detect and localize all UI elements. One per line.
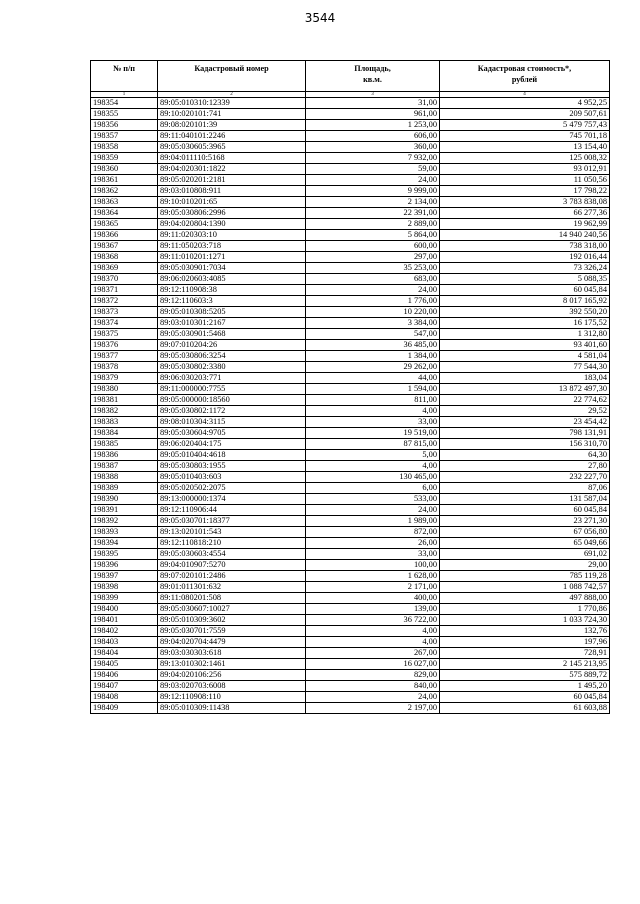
area-value: 297,00 — [306, 252, 440, 263]
cadastral-value: 575 889,72 — [440, 670, 610, 681]
cadastral-value: 64,30 — [440, 450, 610, 461]
page-number: 3544 — [304, 11, 336, 25]
cadastral-value: 728,91 — [440, 648, 610, 659]
area-value: 36 722,00 — [306, 615, 440, 626]
area-value: 87 815,00 — [306, 439, 440, 450]
area-value: 7 932,00 — [306, 153, 440, 164]
area-value: 9 999,00 — [306, 186, 440, 197]
area-value: 59,00 — [306, 164, 440, 175]
row-index: 198354 — [91, 98, 158, 109]
table-row — [91, 340, 610, 351]
area-value: 33,00 — [306, 417, 440, 428]
cadastral-value: 1 033 724,30 — [440, 615, 610, 626]
row-index: 198369 — [91, 263, 158, 274]
table-row — [91, 516, 610, 527]
table-row — [91, 659, 610, 670]
cadastral-number: 89:11:040101:2246 — [158, 131, 306, 142]
cadastral-value: 17 798,22 — [440, 186, 610, 197]
area-value: 267,00 — [306, 648, 440, 659]
cadastral-value: 2 145 213,95 — [440, 659, 610, 670]
cadastral-value: 209 507,61 — [440, 109, 610, 120]
cadastral-value: 14 940 240,56 — [440, 230, 610, 241]
cadastral-number: 89:04:020704:4479 — [158, 637, 306, 648]
area-value: 1 384,00 — [306, 351, 440, 362]
cadastral-number: 89:04:011110:5168 — [158, 153, 306, 164]
cadastral-number: 89:05:030802:3380 — [158, 362, 306, 373]
area-value: 829,00 — [306, 670, 440, 681]
cadastral-number: 89:04:020301:1822 — [158, 164, 306, 175]
column-number: 2 — [158, 92, 306, 98]
cadastral-value: 1 495,20 — [440, 681, 610, 692]
header-index: № п/п — [91, 61, 158, 92]
cadastral-number: 89:05:010404:4618 — [158, 450, 306, 461]
row-index: 198376 — [91, 340, 158, 351]
cadastral-value: 8 017 165,92 — [440, 296, 610, 307]
cadastral-number: 89:12:110603:3 — [158, 296, 306, 307]
cadastral-number: 89:05:010309:11438 — [158, 703, 306, 714]
cadastral-value: 1 312,80 — [440, 329, 610, 340]
row-index: 198401 — [91, 615, 158, 626]
table-row — [91, 637, 610, 648]
row-index: 198388 — [91, 472, 158, 483]
header-row — [91, 61, 610, 92]
cadastral-number: 89:08:010304:3115 — [158, 417, 306, 428]
cadastral-value: 132,76 — [440, 626, 610, 637]
table-row — [91, 219, 610, 230]
area-value: 31,00 — [306, 98, 440, 109]
table-row — [91, 571, 610, 582]
row-index: 198363 — [91, 197, 158, 208]
row-index: 198391 — [91, 505, 158, 516]
area-value: 130 465,00 — [306, 472, 440, 483]
cadastral-number: 89:03:030303:618 — [158, 648, 306, 659]
row-index: 198400 — [91, 604, 158, 615]
row-index: 198377 — [91, 351, 158, 362]
cadastral-number: 89:07:020101:2486 — [158, 571, 306, 582]
table-row — [91, 307, 610, 318]
cadastral-number: 89:12:110906:44 — [158, 505, 306, 516]
area-value: 2 171,00 — [306, 582, 440, 593]
row-index: 198367 — [91, 241, 158, 252]
cadastral-value: 29,00 — [440, 560, 610, 571]
row-index: 198360 — [91, 164, 158, 175]
table-row — [91, 175, 610, 186]
area-value: 683,00 — [306, 274, 440, 285]
table-row — [91, 362, 610, 373]
cadastral-value: 23 454,42 — [440, 417, 610, 428]
table-row — [91, 373, 610, 384]
cadastral-value: 23 271,30 — [440, 516, 610, 527]
cadastral-number: 89:12:110908:38 — [158, 285, 306, 296]
row-index: 198356 — [91, 120, 158, 131]
cadastral-value: 93 012,91 — [440, 164, 610, 175]
row-index: 198395 — [91, 549, 158, 560]
area-value: 4,00 — [306, 637, 440, 648]
cadastral-number: 89:13:010302:1461 — [158, 659, 306, 670]
table-row — [91, 593, 610, 604]
header-area-text: Площадь, кв.м. — [354, 64, 391, 84]
row-index: 198361 — [91, 175, 158, 186]
table-row — [91, 230, 610, 241]
column-number: 3 — [306, 92, 440, 98]
cadastral-value: 27,80 — [440, 461, 610, 472]
area-value: 2 889,00 — [306, 219, 440, 230]
table-row — [91, 450, 610, 461]
cadastral-value: 61 603,88 — [440, 703, 610, 714]
cadastral-number: 89:05:030701:18377 — [158, 516, 306, 527]
row-index: 198408 — [91, 692, 158, 703]
cadastral-number: 89:05:010403:603 — [158, 472, 306, 483]
cadastral-number: 89:05:030806:3254 — [158, 351, 306, 362]
table-row — [91, 439, 610, 450]
row-index: 198403 — [91, 637, 158, 648]
cadastral-number: 89:06:030203:771 — [158, 373, 306, 384]
cadastral-number: 89:10:020101:741 — [158, 109, 306, 120]
cadastral-value: 13 872 497,30 — [440, 384, 610, 395]
row-index: 198385 — [91, 439, 158, 450]
row-index: 198372 — [91, 296, 158, 307]
cadastral-value: 67 056,80 — [440, 527, 610, 538]
row-index: 198404 — [91, 648, 158, 659]
table-body — [91, 98, 610, 714]
table-row — [91, 472, 610, 483]
cadastral-value: 745 701,18 — [440, 131, 610, 142]
row-index: 198358 — [91, 142, 158, 153]
cadastral-value: 13 154,40 — [440, 142, 610, 153]
area-value: 1 776,00 — [306, 296, 440, 307]
area-value: 24,00 — [306, 175, 440, 186]
table-row — [91, 406, 610, 417]
area-value: 33,00 — [306, 549, 440, 560]
header-cadastral-value — [440, 61, 610, 92]
area-value: 547,00 — [306, 329, 440, 340]
cadastral-number: 89:05:030806:2996 — [158, 208, 306, 219]
area-value: 44,00 — [306, 373, 440, 384]
cadastral-number: 89:05:030701:7559 — [158, 626, 306, 637]
row-index: 198405 — [91, 659, 158, 670]
cadastral-value: 66 277,36 — [440, 208, 610, 219]
cadastral-number: 89:05:010308:5205 — [158, 307, 306, 318]
row-index: 198365 — [91, 219, 158, 230]
row-index: 198375 — [91, 329, 158, 340]
row-index: 198362 — [91, 186, 158, 197]
row-index: 198393 — [91, 527, 158, 538]
cadastral-number: 89:04:020804:1390 — [158, 219, 306, 230]
area-value: 6,00 — [306, 483, 440, 494]
cadastral-value: 60 045,84 — [440, 692, 610, 703]
area-value: 139,00 — [306, 604, 440, 615]
cadastral-number: 89:07:010204:26 — [158, 340, 306, 351]
area-value: 16 027,00 — [306, 659, 440, 670]
table-row — [91, 351, 610, 362]
cadastral-number: 89:03:020703:6008 — [158, 681, 306, 692]
area-value: 19 519,00 — [306, 428, 440, 439]
table-row — [91, 131, 610, 142]
area-value: 24,00 — [306, 505, 440, 516]
cadastral-value: 131 587,04 — [440, 494, 610, 505]
table-row — [91, 384, 610, 395]
row-index: 198381 — [91, 395, 158, 406]
area-value: 5,00 — [306, 450, 440, 461]
area-value: 1 628,00 — [306, 571, 440, 582]
cadastral-number: 89:03:010808:911 — [158, 186, 306, 197]
cadastral-number: 89:01:011301:632 — [158, 582, 306, 593]
table-row — [91, 274, 610, 285]
table-row — [91, 648, 610, 659]
cadastral-value: 77 544,30 — [440, 362, 610, 373]
cadastral-number: 89:04:010907:5270 — [158, 560, 306, 571]
row-index: 198409 — [91, 703, 158, 714]
column-number: 4 — [440, 92, 610, 98]
cadastral-value: 22 774,62 — [440, 395, 610, 406]
row-index: 198402 — [91, 626, 158, 637]
table-row — [91, 615, 610, 626]
cadastre-table — [90, 60, 610, 714]
area-value: 872,00 — [306, 527, 440, 538]
cadastral-value: 3 783 838,08 — [440, 197, 610, 208]
row-index: 198407 — [91, 681, 158, 692]
row-index: 198380 — [91, 384, 158, 395]
table-row — [91, 153, 610, 164]
row-index: 198382 — [91, 406, 158, 417]
cadastral-value: 392 550,20 — [440, 307, 610, 318]
row-index: 198397 — [91, 571, 158, 582]
table-row — [91, 296, 610, 307]
cadastral-value: 197,96 — [440, 637, 610, 648]
cadastral-number: 89:05:010310:12339 — [158, 98, 306, 109]
row-index: 198398 — [91, 582, 158, 593]
area-value: 606,00 — [306, 131, 440, 142]
row-index: 198378 — [91, 362, 158, 373]
area-value: 533,00 — [306, 494, 440, 505]
cadastral-value: 192 016,44 — [440, 252, 610, 263]
area-value: 811,00 — [306, 395, 440, 406]
cadastral-value: 497 888,00 — [440, 593, 610, 604]
row-index: 198384 — [91, 428, 158, 439]
cadastral-value: 87,06 — [440, 483, 610, 494]
area-value: 22 391,00 — [306, 208, 440, 219]
row-index: 198389 — [91, 483, 158, 494]
header-cadastral-number: Кадастровый номер — [158, 61, 306, 92]
cadastral-value: 691,02 — [440, 549, 610, 560]
cadastral-value: 93 401,60 — [440, 340, 610, 351]
area-value: 2 134,00 — [306, 197, 440, 208]
row-index: 198396 — [91, 560, 158, 571]
cadastral-number: 89:12:110818:210 — [158, 538, 306, 549]
row-index: 198383 — [91, 417, 158, 428]
area-value: 1 594,00 — [306, 384, 440, 395]
cadastral-value: 19 962,99 — [440, 219, 610, 230]
cadastral-number: 89:11:000000:7755 — [158, 384, 306, 395]
cadastral-number: 89:05:030802:1172 — [158, 406, 306, 417]
area-value: 4,00 — [306, 406, 440, 417]
area-value: 600,00 — [306, 241, 440, 252]
area-value: 26,00 — [306, 538, 440, 549]
cadastral-number: 89:06:020404:175 — [158, 439, 306, 450]
cadastral-number: 89:05:030803:1955 — [158, 461, 306, 472]
cadastral-number: 89:03:010301:2167 — [158, 318, 306, 329]
cadastral-value: 232 227,70 — [440, 472, 610, 483]
cadastral-value: 4 581,04 — [440, 351, 610, 362]
header-area — [306, 61, 440, 92]
cadastral-value: 60 045,84 — [440, 505, 610, 516]
cadastral-number: 89:04:020106:256 — [158, 670, 306, 681]
area-value: 36 485,00 — [306, 340, 440, 351]
cadastral-value: 5 088,35 — [440, 274, 610, 285]
table-row — [91, 329, 610, 340]
cadastral-value: 785 119,28 — [440, 571, 610, 582]
area-value: 400,00 — [306, 593, 440, 604]
row-index: 198364 — [91, 208, 158, 219]
table-row — [91, 626, 610, 637]
cadastral-number: 89:13:000000:1374 — [158, 494, 306, 505]
row-index: 198399 — [91, 593, 158, 604]
cadastral-value: 156 310,70 — [440, 439, 610, 450]
cadastral-number: 89:05:030901:7034 — [158, 263, 306, 274]
row-index: 198386 — [91, 450, 158, 461]
area-value: 2 197,00 — [306, 703, 440, 714]
cadastral-value: 5 479 757,43 — [440, 120, 610, 131]
area-value: 5 864,00 — [306, 230, 440, 241]
table-row — [91, 670, 610, 681]
table-row — [91, 252, 610, 263]
header-cadastral-value-text: Кадастровая стоимость*, рублей — [477, 64, 572, 84]
area-value: 35 253,00 — [306, 263, 440, 274]
table-row — [91, 285, 610, 296]
row-index: 198357 — [91, 131, 158, 142]
cadastral-value: 60 045,84 — [440, 285, 610, 296]
row-index: 198387 — [91, 461, 158, 472]
cadastral-number: 89:05:010309:3602 — [158, 615, 306, 626]
area-value: 24,00 — [306, 285, 440, 296]
cadastral-value: 4 952,25 — [440, 98, 610, 109]
cadastral-value: 1 088 742,57 — [440, 582, 610, 593]
cadastral-number: 89:11:080201:508 — [158, 593, 306, 604]
table-row — [91, 318, 610, 329]
table-row — [91, 98, 610, 109]
row-index: 198371 — [91, 285, 158, 296]
cadastral-number: 89:08:020101:39 — [158, 120, 306, 131]
cadastral-value: 73 326,24 — [440, 263, 610, 274]
table-row — [91, 395, 610, 406]
cadastral-number: 89:05:030607:10027 — [158, 604, 306, 615]
row-index: 198368 — [91, 252, 158, 263]
table-row — [91, 681, 610, 692]
column-number: 1 — [91, 92, 158, 98]
row-index: 198370 — [91, 274, 158, 285]
area-value: 360,00 — [306, 142, 440, 153]
table-row — [91, 494, 610, 505]
cadastral-number: 89:11:050203:718 — [158, 241, 306, 252]
cadastral-value: 125 008,32 — [440, 153, 610, 164]
table-row — [91, 109, 610, 120]
area-value: 4,00 — [306, 461, 440, 472]
row-index: 198394 — [91, 538, 158, 549]
cadastral-value: 11 050,56 — [440, 175, 610, 186]
table-row — [91, 142, 610, 153]
area-value: 1 253,00 — [306, 120, 440, 131]
table-row — [91, 241, 610, 252]
table-row — [91, 120, 610, 131]
table-row — [91, 164, 610, 175]
row-index: 198379 — [91, 373, 158, 384]
row-index: 198390 — [91, 494, 158, 505]
row-index: 198366 — [91, 230, 158, 241]
cadastral-value: 65 049,66 — [440, 538, 610, 549]
cadastral-number: 89:05:030604:9705 — [158, 428, 306, 439]
row-index: 198359 — [91, 153, 158, 164]
table-row — [91, 538, 610, 549]
table-row — [91, 208, 610, 219]
cadastral-number: 89:10:010201:65 — [158, 197, 306, 208]
table-row — [91, 549, 610, 560]
area-value: 29 262,00 — [306, 362, 440, 373]
cadastral-number: 89:13:020101:543 — [158, 527, 306, 538]
table-row — [91, 582, 610, 593]
table-row — [91, 692, 610, 703]
area-value: 1 989,00 — [306, 516, 440, 527]
table-row — [91, 263, 610, 274]
cadastral-value: 1 770,86 — [440, 604, 610, 615]
table-row — [91, 505, 610, 516]
cadastral-number: 89:11:020303:10 — [158, 230, 306, 241]
cadastral-number: 89:11:010201:1271 — [158, 252, 306, 263]
cadastral-number: 89:06:020603:4085 — [158, 274, 306, 285]
cadastral-number: 89:05:020201:2181 — [158, 175, 306, 186]
cadastral-number: 89:05:020502:2075 — [158, 483, 306, 494]
cadastral-number: 89:05:030603:4554 — [158, 549, 306, 560]
table-row — [91, 483, 610, 494]
table-row — [91, 604, 610, 615]
cadastral-number: 89:05:030605:3965 — [158, 142, 306, 153]
row-index: 198374 — [91, 318, 158, 329]
table-row — [91, 703, 610, 714]
row-index: 198392 — [91, 516, 158, 527]
cadastral-value: 29,52 — [440, 406, 610, 417]
cadastral-number: 89:05:030901:5468 — [158, 329, 306, 340]
row-index: 198373 — [91, 307, 158, 318]
cadastral-value: 798 131,91 — [440, 428, 610, 439]
table-row — [91, 428, 610, 439]
row-index: 198406 — [91, 670, 158, 681]
area-value: 24,00 — [306, 692, 440, 703]
table-row — [91, 461, 610, 472]
table-row — [91, 527, 610, 538]
area-value: 4,00 — [306, 626, 440, 637]
area-value: 100,00 — [306, 560, 440, 571]
cadastral-number: 89:05:000000:18560 — [158, 395, 306, 406]
row-index: 198355 — [91, 109, 158, 120]
cadastral-number: 89:12:110908:110 — [158, 692, 306, 703]
cadastral-value: 738 318,00 — [440, 241, 610, 252]
area-value: 961,00 — [306, 109, 440, 120]
area-value: 10 220,00 — [306, 307, 440, 318]
table-row — [91, 197, 610, 208]
area-value: 3 384,00 — [306, 318, 440, 329]
area-value: 840,00 — [306, 681, 440, 692]
table-row — [91, 417, 610, 428]
table-row — [91, 186, 610, 197]
cadastral-value: 16 175,52 — [440, 318, 610, 329]
table-row — [91, 560, 610, 571]
cadastral-value: 183,04 — [440, 373, 610, 384]
